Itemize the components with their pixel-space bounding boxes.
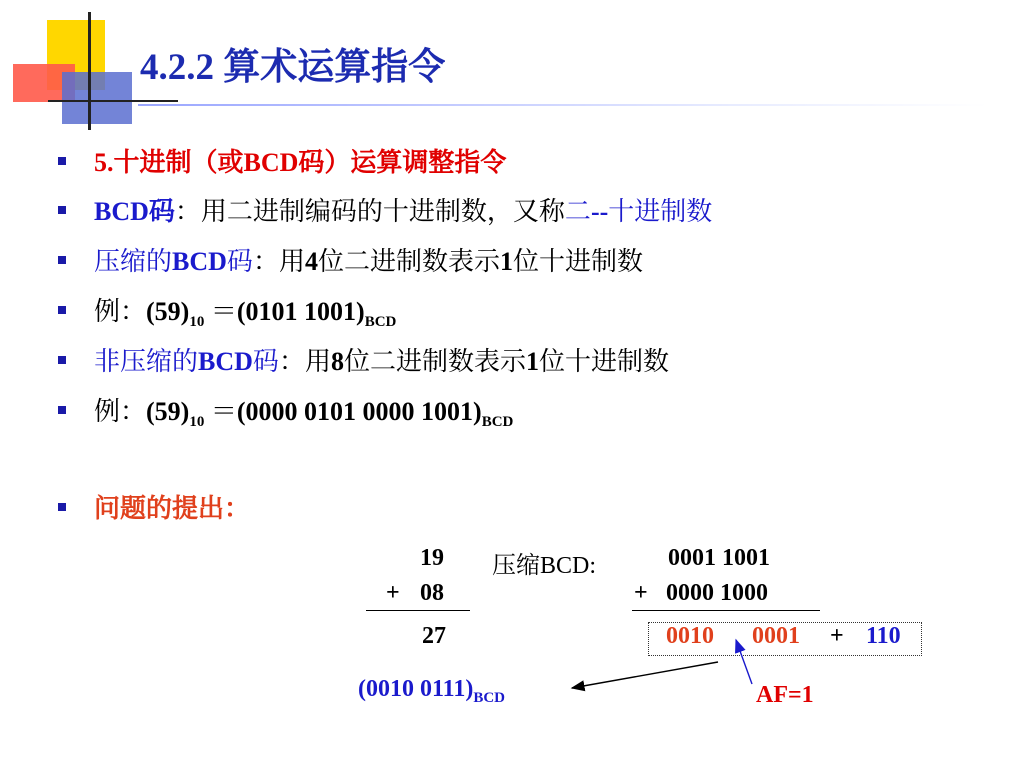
bullet-2-text: ：用二进制编码的十进制数，又称	[174, 197, 565, 226]
bullet-2-term: BCD码	[94, 197, 175, 226]
bullet-3-n2: 1	[499, 247, 513, 276]
calc-res-lo: 0001	[752, 623, 800, 649]
bullet-1-number: 5.	[94, 148, 114, 177]
calc-af: AF=1	[756, 682, 814, 708]
bullet-1-text-end: 码）运算调整指令	[298, 148, 507, 177]
calc-dec-sum: 27	[422, 623, 446, 649]
bullet-3-mid: 位二进制数表示	[317, 247, 500, 276]
arrow-to-expected	[572, 662, 718, 688]
bullet-5-n: 8	[330, 347, 344, 376]
bullet-2-alias-sep: --	[590, 197, 609, 226]
example-rhs: (0000 0101 0000 1001)	[236, 397, 482, 426]
bullet-5-term-a: 非压缩的	[94, 347, 199, 376]
calc-label: 压缩BCD:	[492, 553, 597, 579]
calc-res-fix: 110	[866, 623, 901, 649]
example-lhs: (59)	[146, 397, 190, 426]
calc-bin-plus: +	[634, 580, 648, 606]
calc-bin-a: 0001 1001	[668, 545, 770, 571]
bullet-3-text: ：用	[252, 247, 305, 276]
example-lhs-sub: 10	[189, 314, 205, 331]
calc-res-hi: 0010	[666, 623, 714, 649]
example-rhs-sub: BCD	[481, 414, 514, 431]
calc-dec-b: 08	[420, 580, 444, 606]
calc-dec-a: 19	[420, 545, 444, 571]
example-eq: ＝	[210, 297, 237, 326]
arrow-af	[736, 640, 752, 684]
bullet-7: 问题的提出：	[94, 494, 251, 523]
calc-dec-plus: +	[386, 580, 400, 606]
slide-title: 4.2.2 算术运算指令	[140, 47, 446, 88]
bullet-2-alias-b: 十进制数	[608, 197, 713, 226]
bullet-5-mid: 位二进制数表示	[343, 347, 526, 376]
example-lhs: (59)	[146, 297, 190, 326]
bullet-5-term-c: 码	[252, 347, 279, 376]
bullet-3-term-b: BCD	[172, 247, 227, 276]
example-label: 例：	[94, 397, 147, 426]
bullet-3-term-a: 压缩的	[94, 247, 173, 276]
bullet-5-end: 位十进制数	[538, 347, 669, 376]
calc-res-plus: +	[830, 623, 844, 649]
example-eq: ＝	[210, 397, 237, 426]
bullet-1-text: 十进制（或	[113, 148, 244, 177]
bullet-3-end: 位十进制数	[512, 247, 643, 276]
calc-expected: (0010 $0111)_{BCD}$	[358, 676, 506, 706]
bullet-5-term-b: BCD	[198, 347, 253, 376]
example-rhs: (0101 1001)	[236, 297, 365, 326]
bullet-5-text: ：用	[278, 347, 331, 376]
example-label: 例：	[94, 297, 147, 326]
example-lhs-sub: 10	[189, 414, 205, 431]
bullet-2-alias-a: 二	[564, 197, 591, 226]
bullet-5-n2: 1	[525, 347, 539, 376]
bullet-3-n: 4	[304, 247, 318, 276]
example-rhs-sub: BCD	[364, 314, 397, 331]
calc-bin-b: 0000 1000	[666, 580, 768, 606]
bullet-3-term-c: 码	[226, 247, 253, 276]
bullet-1-bcd: BCD	[243, 148, 299, 177]
